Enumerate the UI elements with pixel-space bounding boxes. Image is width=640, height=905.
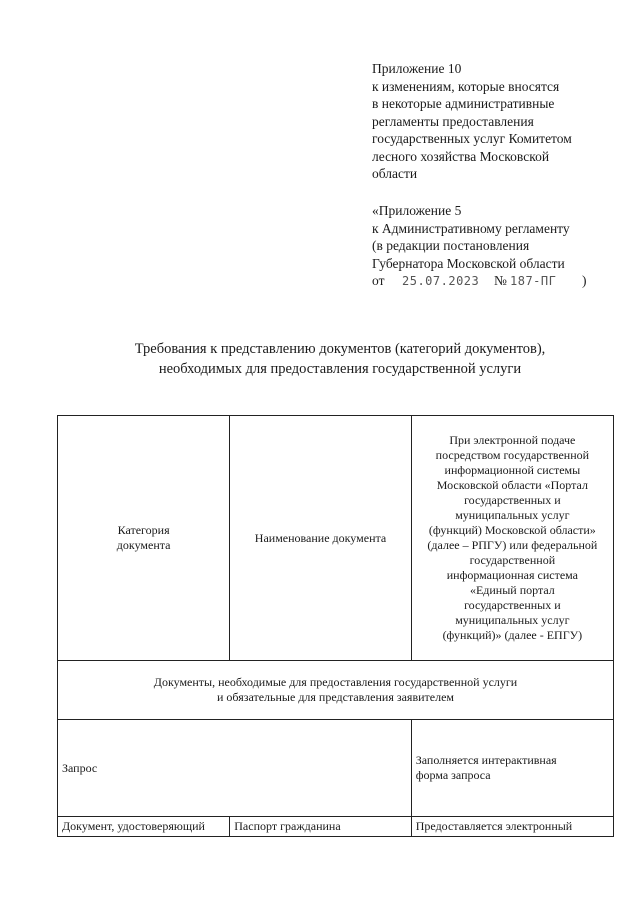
reference-line: к Административному регламенту <box>372 220 570 236</box>
title-line: необходимых для предоставления государственной услуги <box>158 361 522 377</box>
row-id-category: Документ, удостоверяющий <box>58 817 230 837</box>
decree-date-number <box>372 272 634 290</box>
appendix-line: государственных услуг Комитетом <box>372 131 572 146</box>
header-electronic-line: (далее – РПГУ) или федеральной <box>427 538 598 552</box>
header-electronic-submission <box>411 416 613 661</box>
closing-paren: ) <box>582 273 587 288</box>
header-category-line: Категория <box>117 523 170 537</box>
appendix-line: области <box>372 166 418 181</box>
appendix-line: регламенты предоставления <box>372 113 534 129</box>
table-header-row <box>58 416 614 661</box>
row-request-category: Запрос <box>58 720 412 817</box>
section-row <box>58 661 614 720</box>
header-electronic-line: информационная система <box>446 568 579 582</box>
header-electronic-line: Московской области «Портал <box>436 478 588 492</box>
header-electronic-line: посредством государственной <box>435 448 590 462</box>
row-request-electronic <box>411 720 613 817</box>
section-heading-line: Документы, необходимые для предоставления государственной услуги <box>153 675 518 689</box>
header-electronic-line: муниципальных услуг <box>455 613 570 627</box>
decree-number: 187-ПГ <box>510 274 557 288</box>
number-label: № <box>494 273 507 288</box>
section-heading <box>58 661 614 720</box>
reference-line: Губернатора Московской области <box>372 255 565 271</box>
header-electronic-line: (функций)» (далее - ЕПГУ) <box>442 628 583 642</box>
header-electronic-line: государственных и <box>464 493 561 507</box>
reference-line: (в редакции постановления <box>372 238 530 253</box>
header-document-name: Наименование документа <box>230 416 411 661</box>
appendix-line: в некоторые административные <box>372 96 555 111</box>
header-category-line: документа <box>116 538 171 552</box>
table-row <box>58 817 614 837</box>
document-title <box>60 339 620 379</box>
row-id-electronic: Предоставляется электронный <box>411 817 613 837</box>
row-request-electronic-line: Заполняется интерактивная <box>415 753 557 767</box>
header-electronic-line: государственных и <box>464 598 561 612</box>
row-id-document: Паспорт гражданина <box>230 817 411 837</box>
header-electronic-line: (функций) Московской области» <box>428 523 596 537</box>
header-electronic-line: «Единый портал <box>469 583 555 597</box>
appendix-line: Приложение 10 <box>372 61 462 76</box>
reference-line: «Приложение 5 <box>372 203 462 218</box>
appendix-line: к изменениям, которые вносятся <box>372 78 560 94</box>
header-electronic-line: государственной <box>469 553 556 567</box>
header-electronic-line: информационной системы <box>444 463 581 477</box>
requirements-table <box>57 415 614 837</box>
section-heading-line: и обязательные для представления заявителем <box>216 690 455 704</box>
title-line: Требования к представлению документов (категорий документов), <box>134 341 546 357</box>
from-label: от <box>372 273 385 288</box>
header-category <box>58 416 230 661</box>
header-electronic-line: При электронной подаче <box>449 433 576 447</box>
appendix-heading <box>372 60 634 183</box>
regulation-reference <box>372 202 634 290</box>
table-row <box>58 720 614 817</box>
header-electronic-line: муниципальных услуг <box>455 508 570 522</box>
row-request-electronic-line: форма запроса <box>415 768 491 782</box>
appendix-line: лесного хозяйства Московской <box>372 148 550 164</box>
decree-date: 25.07.2023 <box>402 274 480 288</box>
